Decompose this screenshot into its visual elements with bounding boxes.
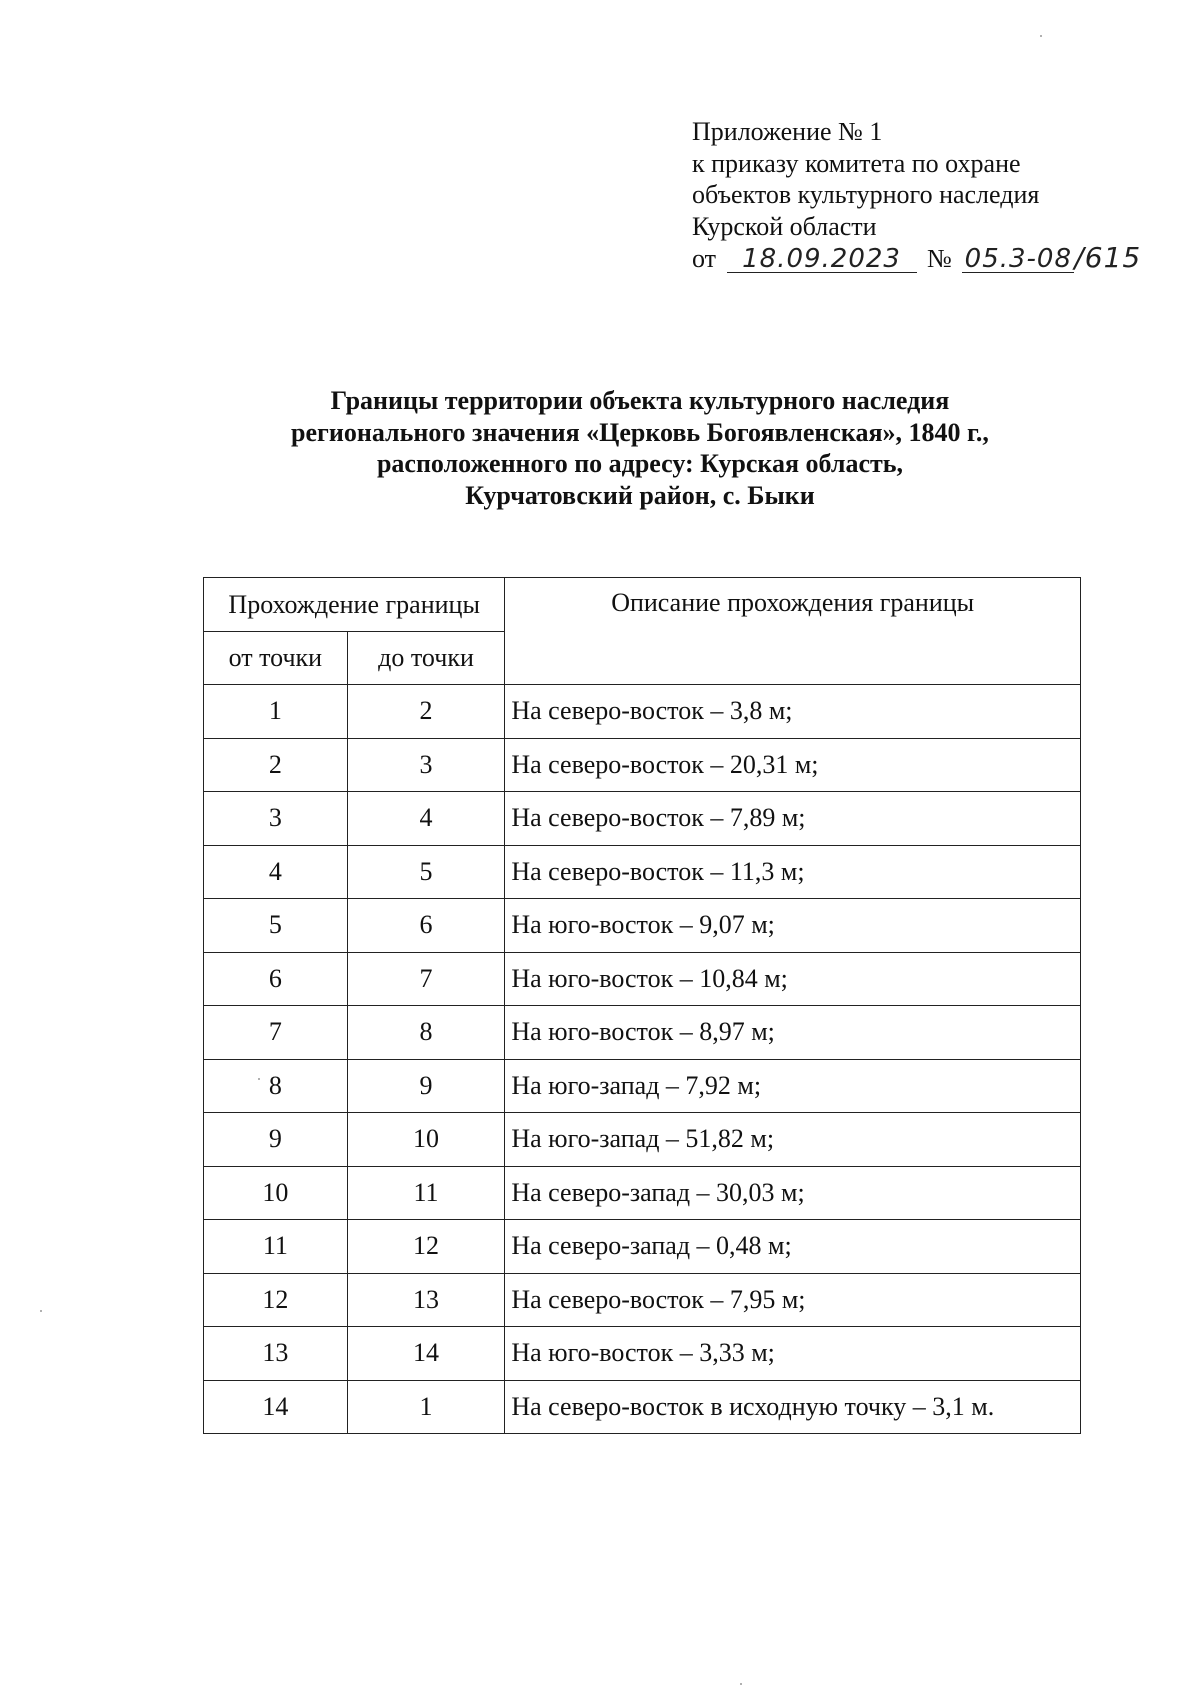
table-row: [204, 1166, 1081, 1220]
appendix-date-line: [692, 242, 1141, 275]
description-cell: На северо-запад – 0,48 м;: [505, 1220, 1081, 1274]
from-point-cell: 5: [204, 899, 348, 953]
table-row: [204, 738, 1081, 792]
from-point-cell: 8: [204, 1059, 348, 1113]
to-point-cell: 6: [347, 899, 505, 953]
description-cell: На северо-восток – 11,3 м;: [505, 845, 1081, 899]
boundary-table: [203, 577, 1081, 1434]
from-point-cell: 4: [204, 845, 348, 899]
title-line-4: Курчатовский район, с. Быки: [465, 480, 815, 510]
description-cell: На северо-восток – 7,95 м;: [505, 1273, 1081, 1327]
to-point-header: до точки: [347, 632, 505, 685]
table-row: [204, 1273, 1081, 1327]
number-prefix: №: [927, 244, 952, 273]
to-point-cell: 13: [347, 1273, 505, 1327]
to-point-cell: 14: [347, 1327, 505, 1381]
from-point-cell: 2: [204, 738, 348, 792]
appendix-committee-line: объектов культурного наследия: [692, 180, 1040, 209]
description-cell: На северо-восток в исходную точку – 3,1 м.: [505, 1380, 1081, 1434]
description-cell: На северо-восток – 3,8 м;: [505, 685, 1081, 739]
from-point-cell: 1: [204, 685, 348, 739]
description-cell: На северо-восток – 20,31 м;: [505, 738, 1081, 792]
scan-speck: [40, 1310, 42, 1312]
table-row: [204, 1006, 1081, 1060]
from-point-header: от точки: [204, 632, 348, 685]
scan-speck: [740, 1683, 742, 1685]
to-point-cell: 1: [347, 1380, 505, 1434]
table-row: [204, 845, 1081, 899]
description-cell: На юго-восток – 3,33 м;: [505, 1327, 1081, 1381]
description-cell: На юго-восток – 9,07 м;: [505, 899, 1081, 953]
description-header: Описание прохождения границы: [505, 578, 1081, 685]
table-row: [204, 792, 1081, 846]
table-row: [204, 1220, 1081, 1274]
appendix-header: [692, 116, 1141, 275]
table-row: [204, 899, 1081, 953]
from-point-cell: 10: [204, 1166, 348, 1220]
description-cell: На северо-восток – 7,89 м;: [505, 792, 1081, 846]
boundary-group-header: Прохождение границы: [204, 578, 505, 632]
to-point-cell: 12: [347, 1220, 505, 1274]
table-row: [204, 1059, 1081, 1113]
table-row: [204, 1327, 1081, 1381]
appendix-title: Приложение № 1: [692, 117, 883, 146]
title-line-2: регионального значения «Церковь Богоявленская», 1840 г.,: [291, 417, 989, 447]
handwritten-order-suffix: /615: [1074, 241, 1142, 274]
handwritten-date: 18.09.2023: [727, 246, 917, 273]
table-row: [204, 952, 1081, 1006]
scan-speck: [258, 1078, 260, 1080]
to-point-cell: 7: [347, 952, 505, 1006]
to-point-cell: 4: [347, 792, 505, 846]
from-point-cell: 13: [204, 1327, 348, 1381]
from-point-cell: 7: [204, 1006, 348, 1060]
appendix-order-line: к приказу комитета по охране: [692, 148, 1021, 178]
to-point-cell: 11: [347, 1166, 505, 1220]
table-row: [204, 685, 1081, 739]
title-line-3: расположенного по адресу: Курская область,: [376, 449, 904, 478]
appendix-region-line: Курской области: [692, 211, 877, 241]
to-point-cell: 5: [347, 845, 505, 899]
from-point-cell: 14: [204, 1380, 348, 1434]
from-point-cell: 3: [204, 792, 348, 846]
from-point-cell: 9: [204, 1113, 348, 1167]
document-title: [0, 385, 1200, 511]
to-point-cell: 2: [347, 685, 505, 739]
description-cell: На северо-запад – 30,03 м;: [505, 1166, 1081, 1220]
date-prefix: от: [692, 244, 717, 273]
to-point-cell: 10: [347, 1113, 505, 1167]
description-cell: На юго-запад – 51,82 м;: [505, 1113, 1081, 1167]
description-cell: На юго-восток – 8,97 м;: [505, 1006, 1081, 1060]
from-point-cell: 11: [204, 1220, 348, 1274]
description-cell: На юго-запад – 7,92 м;: [505, 1059, 1081, 1113]
handwritten-order-number: 05.3-08: [962, 246, 1074, 273]
from-point-cell: 6: [204, 952, 348, 1006]
to-point-cell: 9: [347, 1059, 505, 1113]
description-cell: На юго-восток – 10,84 м;: [505, 952, 1081, 1006]
table-row: [204, 1380, 1081, 1434]
to-point-cell: 8: [347, 1006, 505, 1060]
table-row: [204, 1113, 1081, 1167]
to-point-cell: 3: [347, 738, 505, 792]
title-line-1: Границы территории объекта культурного наследия: [330, 386, 950, 415]
scan-speck: [1040, 35, 1042, 37]
from-point-cell: 12: [204, 1273, 348, 1327]
